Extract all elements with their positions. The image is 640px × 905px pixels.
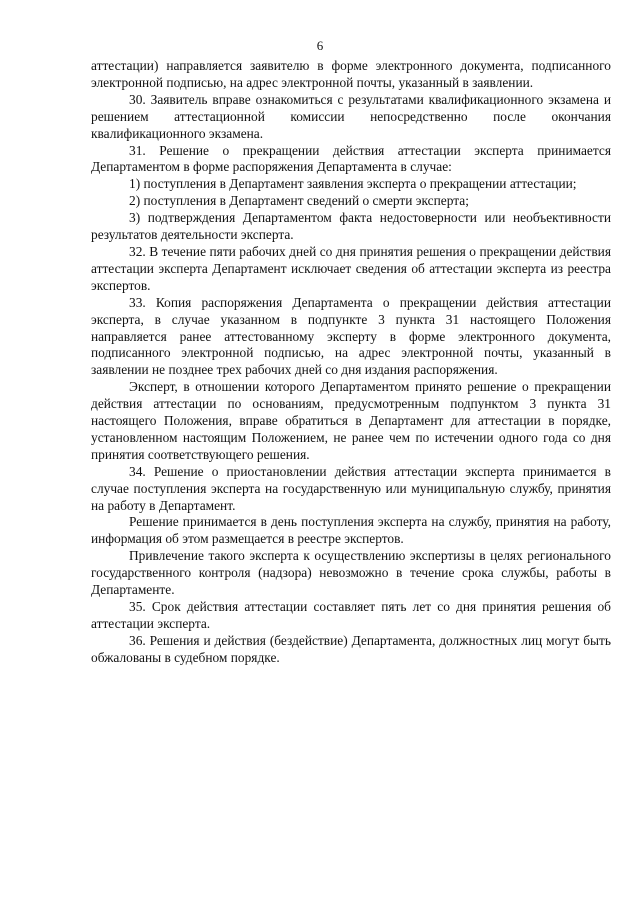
paragraph-36: 36. Решения и действия (бездействие) Департамента, должностных лиц могут быть обжалованы в судебном порядке. <box>91 632 611 665</box>
paragraph-30: 30. Заявитель вправе ознакомиться с результатами квалификационного экзамена и решением аттестационной комиссии непосредственно после окончания квалификационного экзамена. <box>91 91 611 141</box>
paragraph-31-item-2: 2) поступления в Департамент сведений о смерти эксперта; <box>129 193 469 209</box>
document-body <box>91 58 611 667</box>
paragraph-34: 34. Решение о приостановлении действия аттестации эксперта принимается в случае поступления эксперта на государственную или муниципальную службу, принятия на работу в Департамент. <box>91 463 611 513</box>
paragraph-35: 35. Срок действия аттестации составляет пять лет со дня принятия решения об аттестации эксперта. <box>91 599 611 631</box>
paragraph-31-item-1: 1) поступления в Департамент заявления эксперта о прекращении аттестации; <box>129 176 577 192</box>
paragraph-continuation: аттестации) направляется заявителю в форме электронного документа, подписанного электронной подписью, на адрес электронной почты, указанный в заявлении. <box>91 58 611 90</box>
paragraph-31-item-3: 3) подтверждения Департаментом факта недостоверности или необъективности результатов деятельности эксперта. <box>91 210 611 243</box>
paragraph-33: 33. Копия распоряжения Департамента о прекращении действия аттестации эксперта, в случае указанном в подпункте 3 пункта 31 настоящего Положения направляется ранее аттестованному эксперту в форме электронного документа, подписанного электронной подписью, на адрес электронной почты, указанный в заявлении не позднее трех рабочих дней со дня издания распоряжения. <box>91 294 611 378</box>
page-number: 6 <box>316 38 324 53</box>
paragraph-31: 31. Решение о прекращении действия аттестации эксперта принимается Департаментом в форме распоряжения Департамента в случае: <box>91 142 611 175</box>
paragraph-32: 32. В течение пяти рабочих дней со дня принятия решения о прекращении действия аттестации эксперта Департамент исключает сведения об аттестации эксперта из реестра экспертов. <box>91 243 611 293</box>
paragraph-34-decision: Решение принимается в день поступления эксперта на службу, принятия на работу, информация об этом размещается в реестре экспертов. <box>91 514 611 547</box>
paragraph-34-restriction: Привлечение такого эксперта к осуществлению экспертизы в целях регионального государственного контроля (надзора) невозможно в течение срока службы, работы в Департаменте. <box>91 548 611 598</box>
paragraph-33-note: Эксперт, в отношении которого Департаментом принято решение о прекращении действия аттестации по основаниям, предусмотренным подпунктом 3 пункта 31 настоящего Положения, вправе обратиться в Департамент для аттестации в порядке, установленном настоящим Положением, не ранее чем по истечении одного года со дня принятия соответствующего решения. <box>91 379 611 462</box>
